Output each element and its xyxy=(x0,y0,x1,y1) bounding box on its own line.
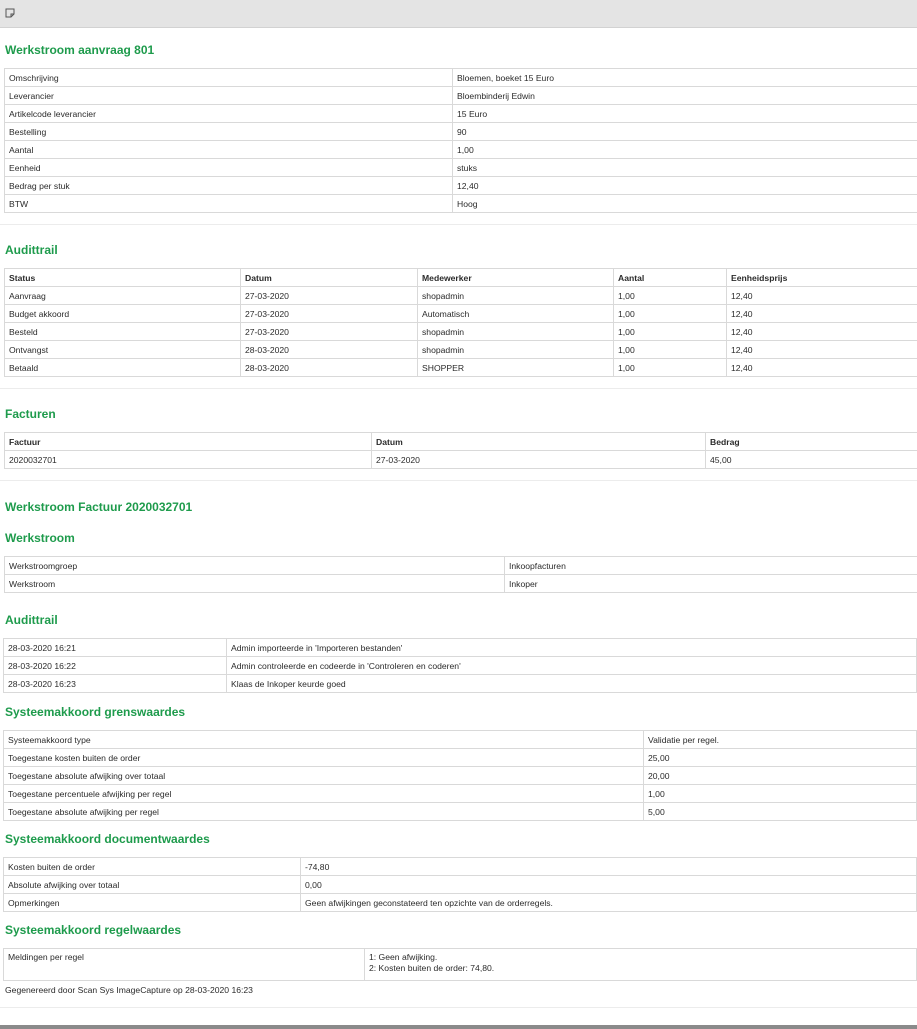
column-header: Eenheidsprijs xyxy=(727,269,917,287)
audit-time: 28-03-2020 16:23 xyxy=(4,675,227,693)
documentwaardes-value: Geen afwijkingen geconstateerd ten opzichte van de orderregels. xyxy=(301,894,917,912)
table-cell: 27-03-2020 xyxy=(241,287,418,305)
audittrail-invoice-table xyxy=(3,638,917,693)
footer-text: Gegenereerd door Scan Sys ImageCapture op 28-03-2020 16:23 xyxy=(5,985,253,995)
table-cell: Aanvraag xyxy=(5,287,241,305)
table-row xyxy=(5,575,917,593)
column-header: Datum xyxy=(241,269,418,287)
request-value: stuks xyxy=(453,159,917,177)
table-row xyxy=(4,657,917,675)
invoice-workflow-title: Werkstroom Factuur 2020032701 xyxy=(5,500,193,514)
documentwaardes-label: Kosten buiten de order xyxy=(4,858,301,876)
documentwaardes-title: Systeemakkoord documentwaardes xyxy=(5,832,210,846)
werkstroom-value: Inkoper xyxy=(505,575,917,593)
grenswaardes-value: 25,00 xyxy=(644,749,917,767)
audit-time: 28-03-2020 16:21 xyxy=(4,639,227,657)
table-cell: 28-03-2020 xyxy=(241,359,418,377)
table-cell: 27-03-2020 xyxy=(241,305,418,323)
documentwaardes-table xyxy=(3,857,917,912)
column-header: Datum xyxy=(372,433,706,451)
table-row xyxy=(5,305,917,323)
werkstroom-label: Werkstroom xyxy=(5,575,505,593)
facturen-title: Facturen xyxy=(5,407,56,421)
grenswaardes-value: 5,00 xyxy=(644,803,917,821)
table-row xyxy=(4,876,917,894)
werkstroom-table xyxy=(4,556,917,593)
table-row xyxy=(4,803,917,821)
table-cell: 12,40 xyxy=(727,287,917,305)
table-cell: 1,00 xyxy=(614,323,727,341)
request-label: Eenheid xyxy=(5,159,453,177)
table-cell: Besteld xyxy=(5,323,241,341)
documentwaardes-label: Opmerkingen xyxy=(4,894,301,912)
documentwaardes-value: -74,80 xyxy=(301,858,917,876)
table-cell: 1,00 xyxy=(614,359,727,377)
table-row xyxy=(5,87,917,105)
request-value: 90 xyxy=(453,123,917,141)
audittrail-title: Audittrail xyxy=(5,243,58,257)
table-row xyxy=(4,785,917,803)
table-cell: 12,40 xyxy=(727,359,917,377)
request-value: Bloemen, boeket 15 Euro xyxy=(453,69,917,87)
grenswaardes-label: Toegestane absolute afwijking per regel xyxy=(4,803,644,821)
grenswaardes-table xyxy=(3,730,917,821)
table-row xyxy=(5,141,917,159)
table-row xyxy=(5,287,917,305)
column-header: Factuur xyxy=(5,433,372,451)
request-title: Werkstroom aanvraag 801 xyxy=(5,43,155,57)
regelwaardes-title: Systeemakkoord regelwaardes xyxy=(5,923,182,937)
table-cell: Automatisch xyxy=(418,305,614,323)
request-label: BTW xyxy=(5,195,453,213)
table-cell: Budget akkoord xyxy=(5,305,241,323)
table-cell: 27-03-2020 xyxy=(241,323,418,341)
regelwaardes-line: 2: Kosten buiten de order: 74,80. xyxy=(369,963,495,973)
table-cell: 1,00 xyxy=(614,287,727,305)
table-cell: 28-03-2020 xyxy=(241,341,418,359)
request-value: Bloembinderij Edwin xyxy=(453,87,917,105)
table-row xyxy=(4,858,917,876)
audittrail-invoice-title: Audittrail xyxy=(5,613,58,627)
grenswaardes-label: Toegestane percentuele afwijking per regel xyxy=(4,785,644,803)
table-row xyxy=(5,359,917,377)
table-row xyxy=(5,341,917,359)
audit-text: Admin importeerde in 'Importeren bestanden' xyxy=(227,639,917,657)
request-label: Leverancier xyxy=(5,87,453,105)
regelwaardes-line: 1: Geen afwijking. xyxy=(369,952,438,962)
facturen-table xyxy=(4,432,917,469)
request-value: 15 Euro xyxy=(453,105,917,123)
table-row xyxy=(4,894,917,912)
regelwaardes-label: Meldingen per regel xyxy=(4,949,365,981)
table-row xyxy=(5,105,917,123)
table-cell: 27-03-2020 xyxy=(372,451,706,469)
column-header: Bedrag xyxy=(706,433,917,451)
audit-time: 28-03-2020 16:22 xyxy=(4,657,227,675)
table-cell: 12,40 xyxy=(727,305,917,323)
table-cell: 1,00 xyxy=(614,305,727,323)
request-value: Hoog xyxy=(453,195,917,213)
documentwaardes-label: Absolute afwijking over totaal xyxy=(4,876,301,894)
table-cell: shopadmin xyxy=(418,323,614,341)
grenswaardes-value: 1,00 xyxy=(644,785,917,803)
table-cell: shopadmin xyxy=(418,287,614,305)
table-cell: Ontvangst xyxy=(5,341,241,359)
column-header: Status xyxy=(5,269,241,287)
table-row xyxy=(5,159,917,177)
table-row xyxy=(5,195,917,213)
request-label: Bedrag per stuk xyxy=(5,177,453,195)
request-label: Artikelcode leverancier xyxy=(5,105,453,123)
regelwaardes-value xyxy=(365,949,917,981)
table-row xyxy=(4,639,917,657)
table-cell: 12,40 xyxy=(727,323,917,341)
request-label: Bestelling xyxy=(5,123,453,141)
werkstroom-value: Inkoopfacturen xyxy=(505,557,917,575)
grenswaardes-label: Toegestane absolute afwijking over totaal xyxy=(4,767,644,785)
audittrail-table xyxy=(4,268,917,377)
audit-text: Klaas de Inkoper keurde goed xyxy=(227,675,917,693)
table-row xyxy=(4,675,917,693)
grenswaardes-label: Toegestane kosten buiten de order xyxy=(4,749,644,767)
table-cell: 45,00 xyxy=(706,451,917,469)
werkstroom-title: Werkstroom xyxy=(5,531,75,545)
audit-text: Admin controleerde en codeerde in 'Controleren en coderen' xyxy=(227,657,917,675)
grenswaardes-value: 20,00 xyxy=(644,767,917,785)
request-value: 1,00 xyxy=(453,141,917,159)
table-cell: 12,40 xyxy=(727,341,917,359)
request-label: Omschrijving xyxy=(5,69,453,87)
toolbar xyxy=(0,0,917,28)
request-label: Aantal xyxy=(5,141,453,159)
table-cell: SHOPPER xyxy=(418,359,614,377)
werkstroom-label: Werkstroomgroep xyxy=(5,557,505,575)
table-row xyxy=(5,69,917,87)
table-row xyxy=(4,949,917,981)
table-cell: shopadmin xyxy=(418,341,614,359)
regelwaardes-table xyxy=(3,948,917,981)
bottom-border xyxy=(0,1025,917,1029)
column-header: Medewerker xyxy=(418,269,614,287)
column-header: Aantal xyxy=(614,269,727,287)
table-row xyxy=(4,767,917,785)
table-row xyxy=(5,123,917,141)
request-table xyxy=(4,68,917,213)
table-row xyxy=(5,451,917,469)
table-cell: 2020032701 xyxy=(5,451,372,469)
table-row xyxy=(4,749,917,767)
grenswaardes-value: Validatie per regel. xyxy=(644,731,917,749)
table-row xyxy=(5,557,917,575)
grenswaardes-title: Systeemakkoord grenswaardes xyxy=(5,705,186,719)
table-row xyxy=(5,323,917,341)
table-cell: 1,00 xyxy=(614,341,727,359)
table-cell: Betaald xyxy=(5,359,241,377)
request-value: 12,40 xyxy=(453,177,917,195)
grenswaardes-label: Systeemakkoord type xyxy=(4,731,644,749)
note-icon[interactable] xyxy=(5,8,15,18)
documentwaardes-value: 0,00 xyxy=(301,876,917,894)
table-row xyxy=(4,731,917,749)
table-row xyxy=(5,177,917,195)
